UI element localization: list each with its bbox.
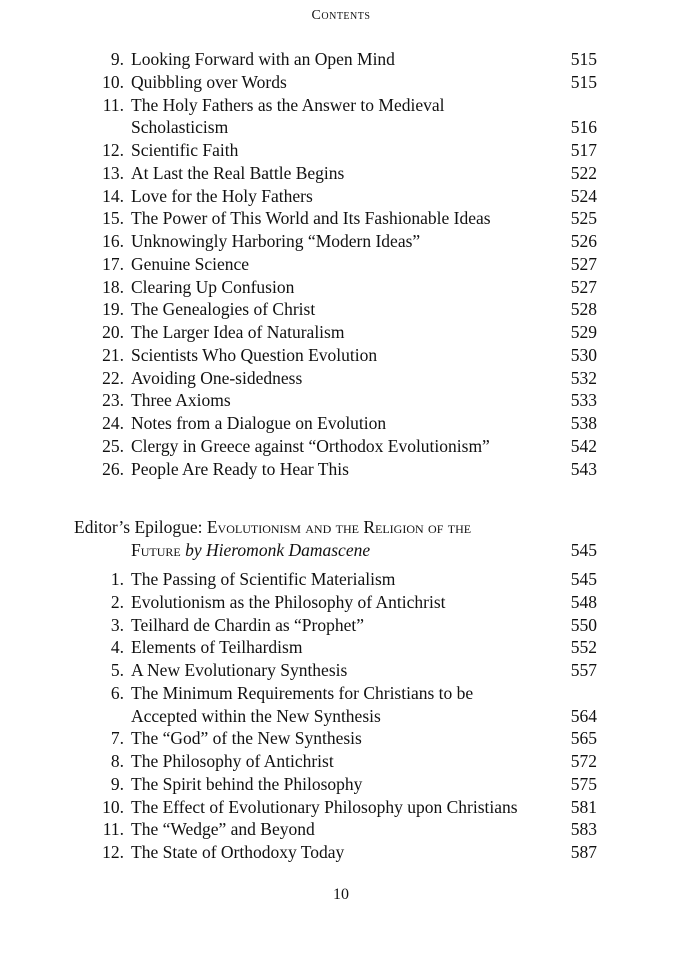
- entry-title: Genuine Science: [131, 253, 250, 274]
- entry-number: 25.: [102, 435, 124, 456]
- toc-entry: [0, 750, 682, 773]
- entry-number: 26.: [102, 458, 124, 479]
- entry-title: The Holy Fathers as the Answer to Medieval: [131, 94, 445, 115]
- entry-title: The “God” of the New Synthesis: [131, 728, 362, 749]
- entry-number: 14.: [102, 185, 124, 206]
- entry-page-number: 587: [570, 842, 597, 862]
- entry-number: 17.: [102, 253, 124, 274]
- entry-page-number: 564: [570, 705, 597, 726]
- entry-title: The Power of This World and Its Fashionable Ideas: [131, 208, 491, 229]
- entry-title: The Passing of Scientific Materialism: [131, 569, 396, 589]
- entry-title: Scientists Who Question Evolution: [131, 344, 378, 365]
- toc-entry: [0, 367, 682, 390]
- entry-number: 19.: [102, 299, 124, 320]
- entry-number: 11.: [102, 819, 124, 840]
- entry-page-number: 526: [570, 231, 597, 251]
- entry-title: Three Axioms: [131, 390, 231, 411]
- toc-entry: [0, 682, 682, 728]
- entry-number: 7.: [110, 728, 124, 749]
- entry-title-continuation: Accepted within the New Synthesis: [131, 705, 381, 726]
- entry-number: 8.: [110, 751, 124, 771]
- toc-entry: [0, 568, 682, 591]
- entry-title: Clergy in Greece against “Orthodox Evolutionism”: [131, 435, 490, 456]
- epilogue-label: Editor’s Epilogue:: [74, 517, 207, 537]
- entry-page-number: 552: [570, 637, 597, 658]
- entry-number: 12.: [102, 842, 124, 862]
- entry-page-number: 572: [570, 751, 597, 771]
- entry-page-number: 517: [570, 140, 597, 160]
- entry-title: The State of Orthodoxy Today: [131, 842, 345, 862]
- toc-entry: [0, 71, 682, 94]
- entry-title: The Spirit behind the Philosophy: [131, 773, 363, 794]
- toc-entry: [0, 207, 682, 230]
- toc-entry: [0, 659, 682, 682]
- toc-entry: [0, 727, 682, 750]
- entry-number: 13.: [102, 162, 124, 183]
- epilogue-heading: [0, 516, 682, 562]
- toc-entry: [0, 162, 682, 185]
- entry-title: The Effect of Evolutionary Philosophy upon Christians: [131, 796, 518, 817]
- toc-entry: [0, 773, 682, 796]
- entry-page-number: 530: [570, 344, 597, 365]
- entry-title: Notes from a Dialogue on Evolution: [131, 413, 387, 433]
- toc-entry: [0, 796, 682, 819]
- entry-number: 24.: [102, 413, 124, 433]
- toc-entry: [0, 412, 682, 435]
- toc-entry: [0, 818, 682, 841]
- toc-entry: [0, 389, 682, 412]
- entry-number: 5.: [110, 660, 124, 680]
- entry-page-number: 516: [570, 117, 597, 138]
- entry-title: A New Evolutionary Synthesis: [131, 660, 348, 680]
- entry-page-number: 515: [570, 71, 597, 92]
- entry-title: Avoiding One-sidedness: [131, 367, 303, 388]
- entry-title: Clearing Up Confusion: [131, 276, 295, 297]
- entry-number: 9.: [110, 773, 124, 794]
- entry-number: 1.: [110, 569, 124, 589]
- entry-number: 22.: [102, 367, 124, 388]
- epilogue-byline: by Hieromonk Damascene: [180, 539, 371, 560]
- entry-number: 10.: [102, 71, 124, 92]
- epilogue-title-line1: Evolutionism and the Religion of the: [206, 517, 472, 537]
- entry-page-number: 529: [570, 322, 597, 342]
- toc-entry: [0, 230, 682, 253]
- toc-entry: [0, 614, 682, 637]
- epilogue-page-number: 545: [570, 539, 597, 560]
- entry-number: 2.: [110, 591, 124, 612]
- epilogue-title-line2: Future: [131, 539, 181, 560]
- entry-title: The Philosophy of Antichrist: [131, 751, 334, 771]
- toc-entry: [0, 139, 682, 162]
- entry-page-number: 532: [570, 367, 597, 388]
- entry-title: The Minimum Requirements for Christians to be: [131, 682, 474, 703]
- toc-entry: [0, 298, 682, 321]
- entry-page-number: 565: [570, 728, 597, 749]
- entry-page-number: 527: [570, 253, 597, 274]
- entry-number: 3.: [110, 614, 124, 635]
- toc-entry: [0, 48, 682, 71]
- entry-page-number: 575: [570, 773, 597, 794]
- entry-page-number: 581: [570, 796, 597, 817]
- entry-page-number: 543: [570, 458, 597, 479]
- folio-page-number: 10: [333, 886, 349, 903]
- entry-title: Love for the Holy Fathers: [131, 185, 313, 206]
- toc-entry: [0, 94, 682, 140]
- entry-page-number: 583: [570, 819, 597, 840]
- toc-entry: [0, 435, 682, 458]
- toc-entry: [0, 253, 682, 276]
- entry-title: At Last the Real Battle Begins: [131, 162, 345, 183]
- entry-page-number: 527: [570, 276, 597, 297]
- entry-page-number: 528: [570, 299, 597, 320]
- entry-title: Quibbling over Words: [131, 71, 287, 92]
- toc-list-part-two: [0, 568, 682, 864]
- entry-page-number: 557: [570, 660, 597, 680]
- entry-number: 10.: [102, 796, 124, 817]
- entry-number: 16.: [102, 231, 124, 251]
- entry-title: Looking Forward with an Open Mind: [131, 49, 395, 69]
- running-head: Contents: [311, 8, 371, 23]
- toc-entry: [0, 344, 682, 367]
- entry-title: Unknowingly Harboring “Modern Ideas”: [131, 231, 421, 251]
- entry-title: Evolutionism as the Philosophy of Antichrist: [131, 591, 446, 612]
- entry-page-number: 533: [570, 390, 597, 411]
- toc-entry: [0, 591, 682, 614]
- entry-title: Scientific Faith: [131, 140, 239, 160]
- entry-title: The Larger Idea of Naturalism: [131, 322, 345, 342]
- entry-page-number: 550: [570, 614, 597, 635]
- entry-number: 6.: [110, 682, 124, 703]
- toc-list-part-one: [0, 48, 682, 480]
- entry-title: The Genealogies of Christ: [131, 299, 316, 320]
- entry-page-number: 522: [570, 162, 597, 183]
- toc-entry: [0, 276, 682, 299]
- entry-page-number: 545: [570, 569, 597, 589]
- entry-number: 4.: [110, 637, 124, 658]
- entry-number: 15.: [102, 208, 124, 229]
- entry-number: 20.: [102, 322, 124, 342]
- entry-title: Elements of Teilhardism: [131, 637, 303, 658]
- entry-title: People Are Ready to Hear This: [131, 458, 349, 479]
- entry-page-number: 524: [570, 185, 597, 206]
- toc-entry: [0, 458, 682, 481]
- entry-title: The “Wedge” and Beyond: [131, 819, 315, 840]
- entry-page-number: 548: [570, 591, 597, 612]
- entry-number: 18.: [102, 276, 124, 297]
- toc-entry: [0, 841, 682, 864]
- toc-entry: [0, 636, 682, 659]
- entry-number: 9.: [110, 49, 124, 69]
- entry-number: 11.: [102, 94, 124, 115]
- toc-entry: [0, 185, 682, 208]
- entry-number: 23.: [102, 390, 124, 411]
- entry-page-number: 515: [570, 49, 597, 69]
- entry-page-number: 542: [570, 435, 597, 456]
- entry-number: 21.: [102, 344, 124, 365]
- entry-page-number: 525: [570, 208, 597, 229]
- entry-page-number: 538: [570, 413, 597, 433]
- entry-title-continuation: Scholasticism: [131, 117, 229, 138]
- entry-number: 12.: [102, 140, 124, 160]
- toc-entry: [0, 321, 682, 344]
- entry-title: Teilhard de Chardin as “Prophet”: [131, 614, 365, 635]
